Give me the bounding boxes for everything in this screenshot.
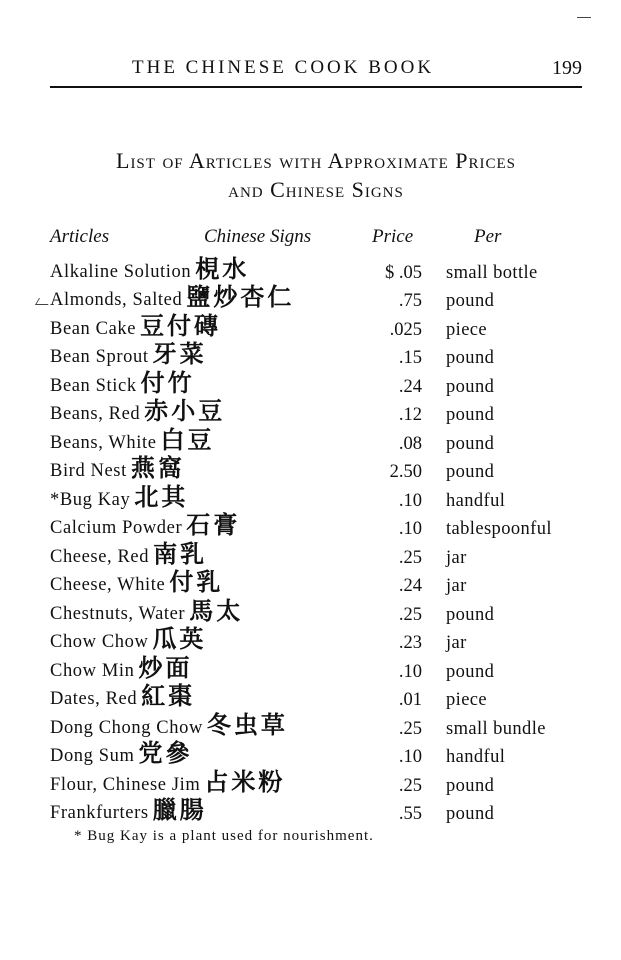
article-unit: piece bbox=[446, 690, 488, 710]
article-price: .55 bbox=[398, 804, 422, 824]
price-table bbox=[0, 254, 621, 827]
column-header-chinese-signs: Chinese Signs bbox=[204, 226, 312, 247]
article-name: Bean Stick bbox=[50, 375, 137, 396]
chinese-signs: 鹽炒杏仁 bbox=[186, 283, 295, 311]
article-name: Cheese, White bbox=[50, 575, 166, 595]
article-unit: pound bbox=[446, 604, 495, 625]
article-price: .24 bbox=[398, 376, 422, 397]
article-name: Alkaline Solution bbox=[50, 261, 192, 282]
article-name: Flour, Chinese Jim bbox=[50, 774, 201, 795]
book-title: THE CHINESE COOK BOOK bbox=[132, 57, 435, 78]
chinese-signs: 赤小豆 bbox=[144, 397, 226, 425]
article-unit: pound bbox=[446, 433, 495, 454]
column-header-per: Per bbox=[474, 226, 502, 247]
article-price: .01 bbox=[398, 690, 422, 710]
column-header-price: Price bbox=[372, 226, 414, 247]
article-price: $ .05 bbox=[385, 262, 422, 283]
footnote: * Bug Kay is a plant used for nourishment. bbox=[74, 828, 374, 844]
chinese-signs: 付竹 bbox=[140, 368, 195, 397]
chinese-signs: 紅棗 bbox=[141, 682, 196, 710]
article-unit: pound bbox=[446, 348, 495, 368]
article-unit: pound bbox=[446, 462, 495, 482]
article-unit: handful bbox=[446, 490, 506, 511]
chinese-signs: 馬太 bbox=[189, 596, 244, 625]
chinese-signs: 付乳 bbox=[169, 568, 224, 596]
article-unit: handful bbox=[446, 747, 506, 767]
article-unit: tablespoonful bbox=[446, 519, 552, 539]
running-header bbox=[50, 55, 582, 85]
article-price: .23 bbox=[398, 633, 422, 653]
article-price: 2.50 bbox=[389, 462, 422, 482]
article-price: .15 bbox=[398, 348, 422, 368]
article-name: Dates, Red bbox=[50, 689, 138, 709]
article-price: .025 bbox=[389, 319, 422, 340]
article-unit: jar bbox=[446, 576, 467, 596]
article-name: Dong Chong Chow bbox=[50, 717, 203, 738]
page-number: 199 bbox=[552, 57, 582, 79]
article-name: Beans, White bbox=[50, 432, 157, 453]
article-name: Beans, Red bbox=[50, 404, 141, 424]
chinese-signs: 牙菜 bbox=[152, 340, 207, 368]
chinese-signs: 瓜英 bbox=[152, 625, 207, 653]
column-header-articles: Articles bbox=[50, 226, 110, 247]
article-unit: pound bbox=[446, 661, 495, 682]
chinese-signs: 梘水 bbox=[195, 254, 250, 283]
article-price: .08 bbox=[398, 433, 422, 454]
chinese-signs: 石膏 bbox=[186, 511, 241, 539]
article-price: .10 bbox=[398, 747, 422, 767]
chinese-signs: 燕窩 bbox=[130, 454, 185, 482]
article-unit: piece bbox=[446, 319, 488, 340]
section-title-line-2: and Chinese Signs bbox=[228, 177, 404, 202]
article-unit: jar bbox=[446, 547, 467, 568]
article-price: .25 bbox=[398, 547, 422, 568]
chinese-signs: 炒面 bbox=[138, 653, 193, 682]
chinese-signs: 臘腸 bbox=[152, 796, 207, 824]
chinese-signs: 白豆 bbox=[160, 425, 215, 454]
article-unit: small bundle bbox=[446, 718, 546, 739]
article-name: Almonds, Salted bbox=[50, 290, 183, 310]
article-name: Chow Min bbox=[50, 660, 135, 681]
article-name: Chow Chow bbox=[50, 632, 149, 652]
section-title bbox=[36, 146, 596, 204]
corner-mark bbox=[577, 17, 591, 18]
article-price: .10 bbox=[398, 661, 422, 682]
article-name: Cheese, Red bbox=[50, 546, 150, 567]
article-unit: pound bbox=[446, 804, 495, 824]
section-title-line-1: List of Articles with Approximate Prices bbox=[116, 148, 516, 173]
article-name: Bird Nest bbox=[50, 461, 127, 481]
article-unit: pound bbox=[446, 376, 495, 397]
article-name: Dong Sum bbox=[50, 746, 135, 766]
article-price: .24 bbox=[398, 576, 422, 596]
chinese-signs: 豆付磚 bbox=[140, 311, 222, 340]
article-price: .10 bbox=[398, 519, 422, 539]
article-unit: small bottle bbox=[446, 262, 538, 283]
article-unit: jar bbox=[446, 633, 467, 653]
article-price: .12 bbox=[398, 405, 422, 425]
article-name: Chestnuts, Water bbox=[50, 603, 186, 624]
chinese-signs: 冬虫草 bbox=[206, 710, 288, 739]
article-unit: pound bbox=[446, 291, 495, 311]
chinese-signs: 北其 bbox=[134, 482, 189, 511]
article-name: *Bug Kay bbox=[50, 489, 131, 510]
chinese-signs: 占米粉 bbox=[204, 767, 286, 796]
article-name: Calcium Powder bbox=[50, 518, 183, 538]
header-rule bbox=[50, 86, 582, 88]
article-name: Bean Sprout bbox=[50, 347, 149, 367]
article-price: .25 bbox=[398, 718, 422, 739]
article-price: .10 bbox=[398, 490, 422, 511]
article-price: .25 bbox=[398, 775, 422, 796]
table-row bbox=[0, 796, 621, 828]
article-unit: pound bbox=[446, 405, 495, 425]
article-price: .75 bbox=[398, 291, 422, 311]
article-name: Frankfurters bbox=[50, 803, 149, 823]
article-price: .25 bbox=[398, 604, 422, 625]
chinese-signs: 南乳 bbox=[153, 539, 208, 568]
article-name: Bean Cake bbox=[50, 318, 137, 339]
article-unit: pound bbox=[446, 775, 495, 796]
chinese-signs: 党參 bbox=[138, 739, 193, 767]
